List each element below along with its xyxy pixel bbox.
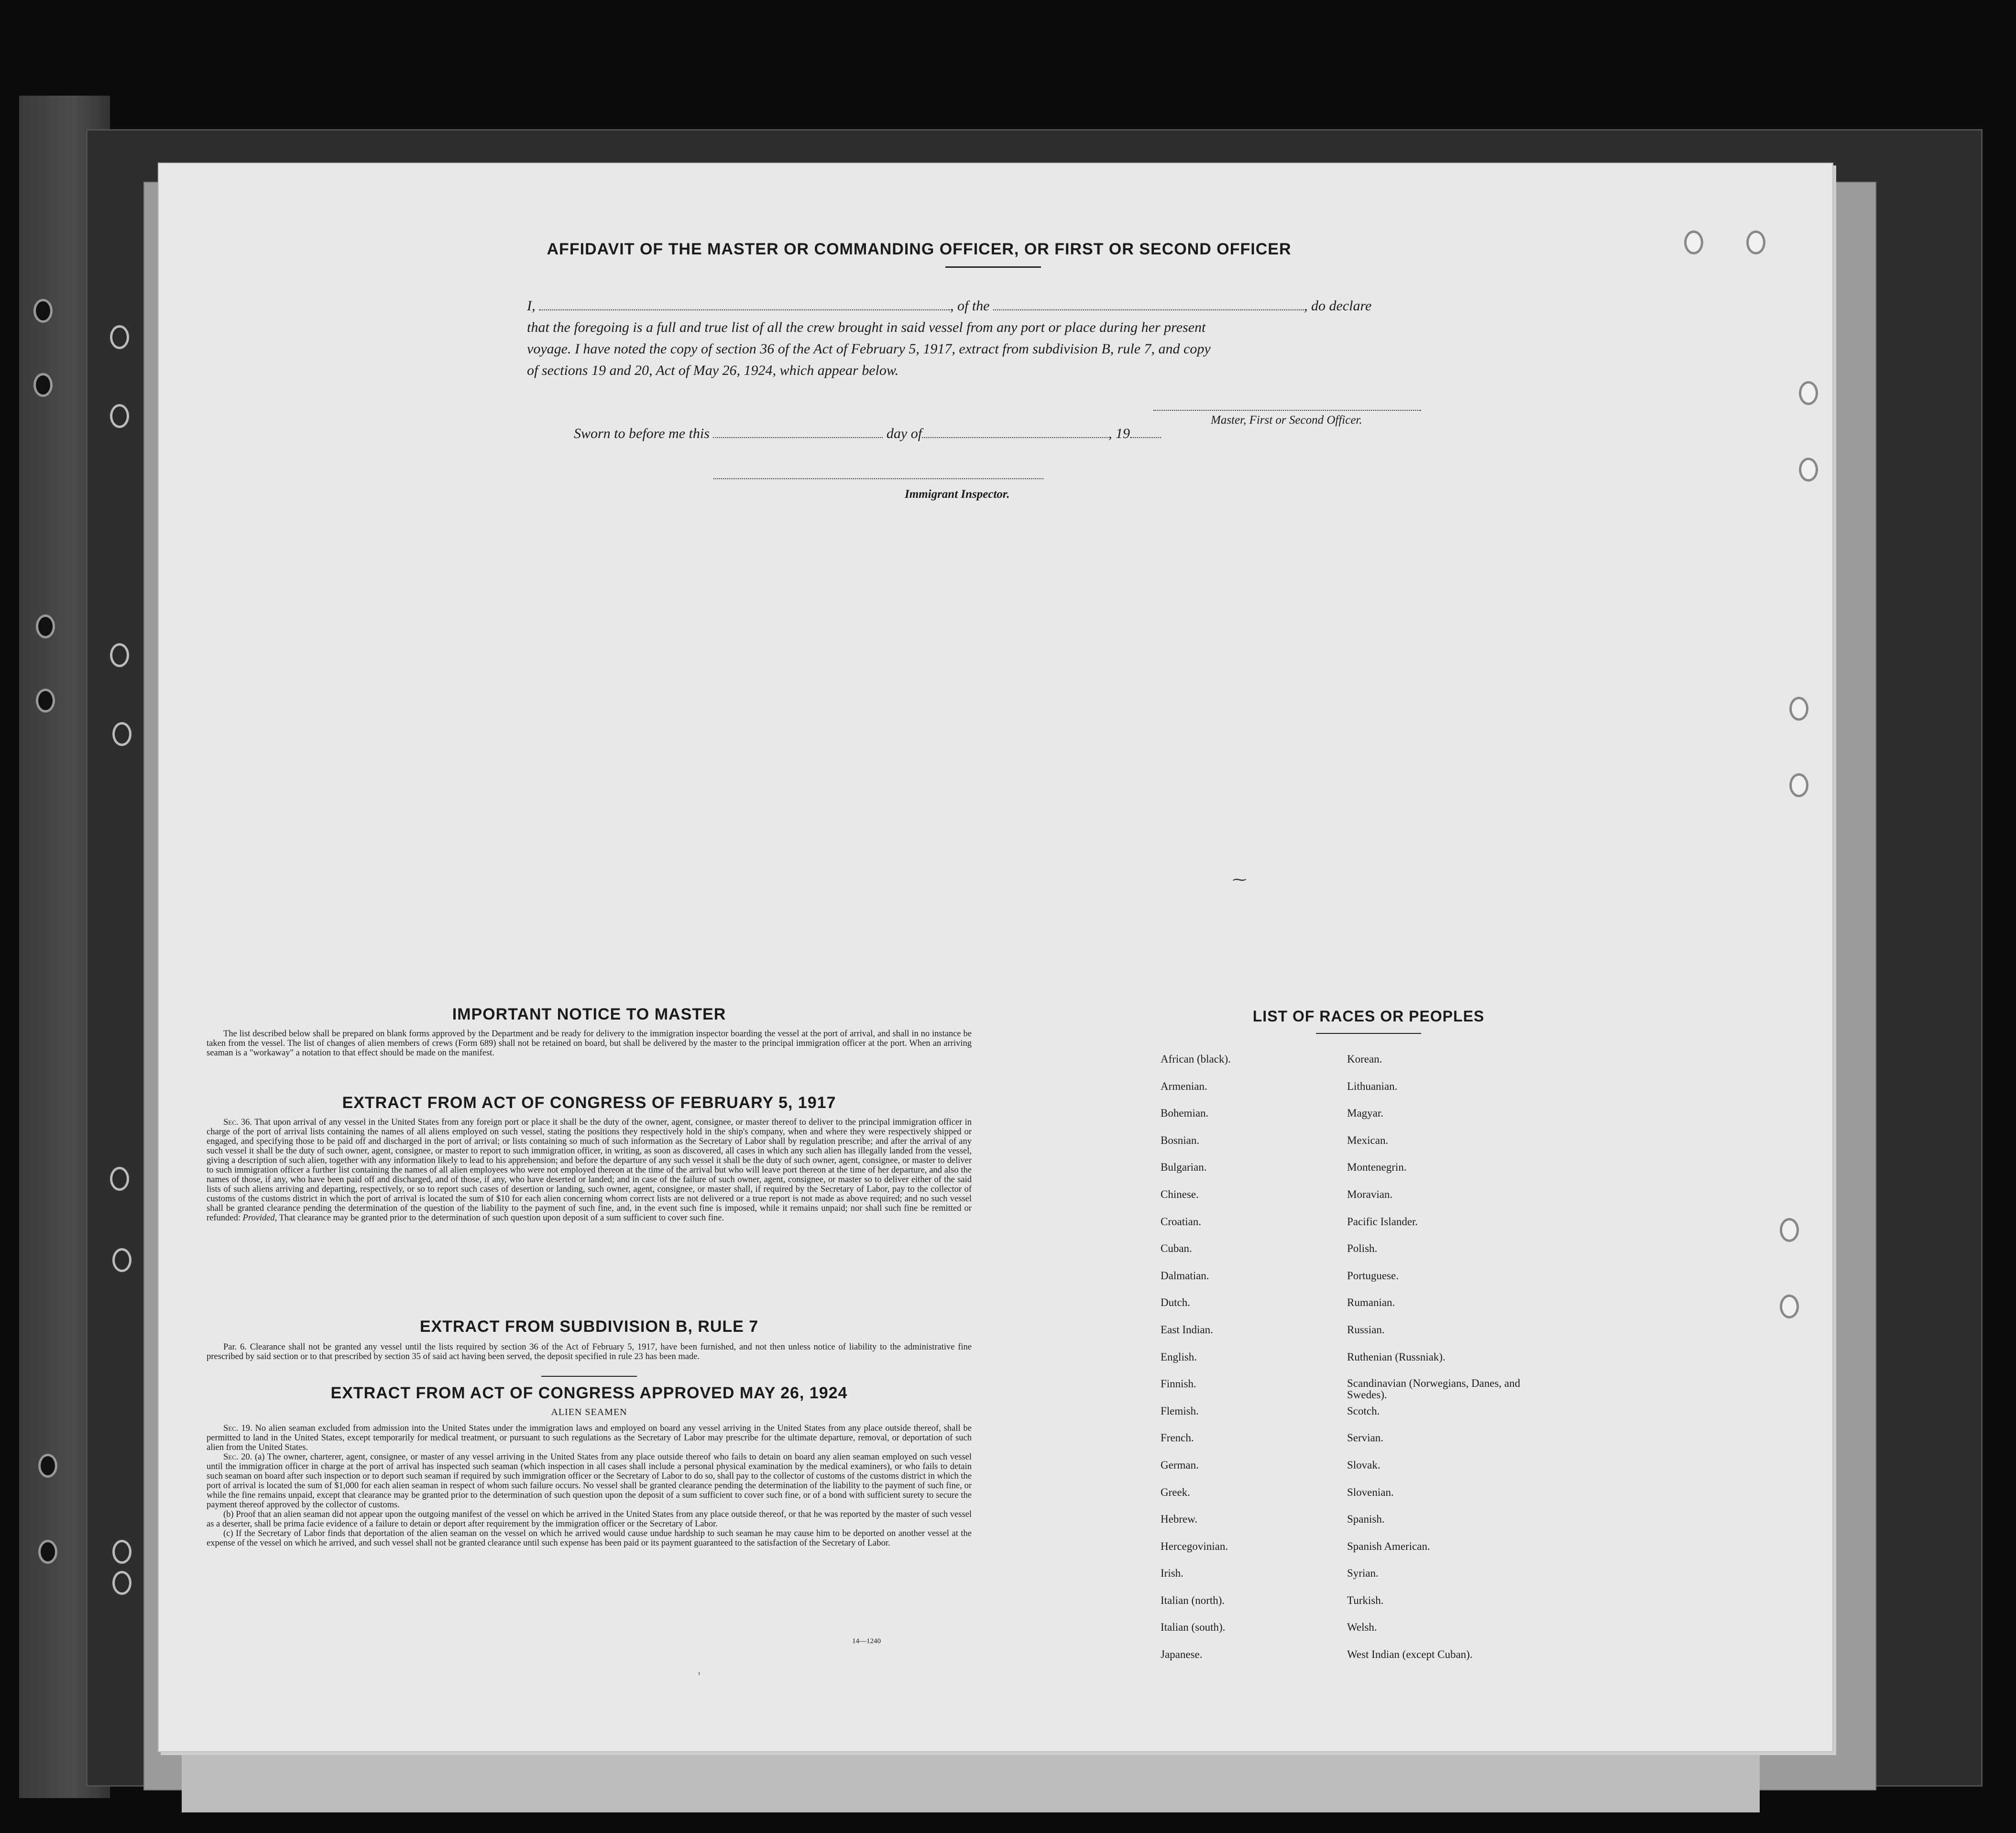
section-19-body: No alien seaman excluded from admission into the United States under the immigration laws and employed on board any vessel arriving in the United States from any place outside thereof, shall be permitted to land in the United States, except temporarily for medical treatment, or pursuant to such regulations as the Secretary of Labor may prescribe for the ultimate departure, removal, or deportation of such alien from the United States. xyxy=(207,1424,972,1452)
rule-7-paragraph: Par. 6. Clearance shall not be granted any vessel until the lists required by section 36 of the Act of February 5, 1917, have been furnished, and not then unless notice of liability to the administrative fine prescribed by said section or to that prescribed by section 35 of said act having been served, the deposit specified in rule 23 has been made. xyxy=(207,1342,972,1361)
race-item: Bohemian. xyxy=(1161,1107,1209,1120)
race-item: Slovak. xyxy=(1347,1459,1381,1471)
race-item: Ruthenian (Russniak). xyxy=(1347,1350,1446,1363)
race-item: Polish. xyxy=(1347,1242,1378,1255)
name-blank[interactable] xyxy=(539,300,950,310)
race-item: Scotch. xyxy=(1347,1405,1380,1417)
race-item: Finnish. xyxy=(1161,1378,1196,1390)
race-item: English. xyxy=(1161,1350,1197,1363)
binder-hole xyxy=(112,1540,131,1564)
affidavit-of-the: , of the xyxy=(950,298,990,314)
day-of-text: day of xyxy=(886,426,922,441)
race-item: Servian. xyxy=(1347,1432,1384,1444)
extract-rule-7-title: EXTRACT FROM SUBDIVISION B, RULE 7 xyxy=(419,1317,759,1336)
sworn-month-blank[interactable] xyxy=(922,428,1108,438)
race-item: French. xyxy=(1161,1432,1194,1444)
master-signature-line[interactable] xyxy=(1153,410,1421,411)
race-item: West Indian (except Cuban). xyxy=(1347,1648,1473,1661)
race-item: Bulgarian. xyxy=(1161,1161,1207,1174)
binder-hole xyxy=(1780,1295,1799,1318)
races-column-1 xyxy=(1161,1053,1231,1676)
race-item: Montenegrin. xyxy=(1347,1161,1407,1174)
binder-hole xyxy=(110,1167,129,1191)
affidavit-declare: , do declare xyxy=(1304,298,1372,314)
provided-term: Provided, xyxy=(242,1213,277,1223)
binder-hole xyxy=(112,1248,131,1272)
race-item: Hercegovinian. xyxy=(1161,1540,1228,1552)
binder-hole xyxy=(38,1454,57,1478)
section-20b-body: (b) Proof that an alien seaman did not appear upon the outgoing manifest of the vessel on which he arrived in the United States from any place outside thereof, or that he was reported by the master of such vessel as a deserter, shall be prima facie evidence of a failure to detain or deport after requirement by the immigration officer or the Secretary of Labor. xyxy=(207,1510,972,1529)
race-item: Japanese. xyxy=(1161,1648,1203,1661)
race-item: Russian. xyxy=(1347,1323,1385,1336)
race-item: Syrian. xyxy=(1347,1567,1379,1580)
binder-hole xyxy=(1780,1218,1799,1242)
race-item: Bosnian. xyxy=(1161,1134,1200,1146)
extract-1917-text xyxy=(207,1118,972,1223)
race-item: Welsh. xyxy=(1347,1621,1377,1634)
binder-hole xyxy=(1799,381,1818,405)
binder-hole xyxy=(110,643,129,667)
binder-hole xyxy=(112,1571,131,1595)
section-divider xyxy=(541,1376,637,1377)
notice-text xyxy=(207,1029,972,1058)
race-item: Korean. xyxy=(1347,1053,1382,1065)
race-item: Italian (south). xyxy=(1161,1621,1226,1634)
year-prefix: , 19 xyxy=(1108,426,1130,441)
binder-hole xyxy=(38,1540,57,1564)
extract-1924-text xyxy=(207,1424,972,1548)
section-20a-body: (a) The owner, charterer, agent, consignee, or master of any vessel arriving in the United States from any place outside thereof who fails to detain on board any alien seaman employed on such vessel until the immigration officer in charge at the port of arrival has inspected such seaman (which inspection in all cases shall include a personal physical examination by the medical examiners), or who fails to detain such seaman on board after such inspection or to deport such seaman if required by such immigration officer or the Secretary of Labor to do so, shall pay to the collector of customs of the customs district in which the port of arrival is located the sum of $1,000 for each alien seaman in respect of whom such failure occurs. No vessel shall be granted clearance pending the determination of the liability to the payment of such fine, or while the fine remains unpaid, except that clearance may be granted prior to the determination of such question upon the deposit of a sum sufficient to cover such fine, or of a bond with sufficient surety to secure the payment thereof approved by the collector of customs. xyxy=(207,1452,972,1510)
race-item: Moravian. xyxy=(1347,1188,1393,1200)
races-title-rule xyxy=(1316,1033,1421,1034)
binder-hole xyxy=(110,325,129,349)
notice-title: IMPORTANT NOTICE TO MASTER xyxy=(452,1005,726,1023)
races-title: LIST OF RACES OR PEOPLES xyxy=(1252,1008,1485,1025)
race-item: Italian (north). xyxy=(1161,1594,1225,1606)
extract-rule-7-text xyxy=(207,1342,972,1361)
affidavit-i: I, xyxy=(527,298,536,314)
sworn-statement xyxy=(574,426,1161,442)
race-item: Lithuanian. xyxy=(1347,1080,1398,1092)
affidavit-line-4: of sections 19 and 20, Act of May 26, 1924, which appear below. xyxy=(527,362,899,378)
binder-hole xyxy=(33,373,53,397)
sworn-year-blank[interactable] xyxy=(1130,428,1161,438)
vessel-blank[interactable] xyxy=(993,300,1304,310)
extract-1924-title: EXTRACT FROM ACT OF CONGRESS APPROVED MAY 26, 1924 xyxy=(330,1384,848,1402)
affidavit-line-2: that the foregoing is a full and true list of all the crew brought in said vessel from any port or place during her present xyxy=(527,319,1206,335)
affidavit-line-1 xyxy=(527,295,1627,317)
crew-list-form-page xyxy=(158,163,1833,1752)
race-item: Flemish. xyxy=(1161,1405,1199,1417)
race-item: Croatian. xyxy=(1161,1215,1201,1228)
race-item: Hebrew. xyxy=(1161,1513,1198,1526)
race-item: Greek. xyxy=(1161,1486,1190,1498)
race-item: Slovenian. xyxy=(1347,1486,1394,1498)
affidavit-statement xyxy=(527,295,1627,381)
race-item: Scandinavian (Norwegians, Danes, and Swedes). xyxy=(1347,1377,1521,1401)
race-item: Armenian. xyxy=(1161,1080,1207,1092)
extract-1917-title: EXTRACT FROM ACT OF CONGRESS OF FEBRUARY 5, 1917 xyxy=(342,1094,836,1112)
race-item: Cuban. xyxy=(1161,1242,1192,1255)
race-item: Portuguese. xyxy=(1347,1269,1399,1282)
inspector-signature-label: Immigrant Inspector. xyxy=(905,488,1010,501)
binder-hole xyxy=(1684,230,1703,254)
stray-pen-mark: ⁓ xyxy=(1232,872,1247,888)
alien-seamen-subtitle: ALIEN SEAMEN xyxy=(551,1407,627,1417)
binder-hole xyxy=(112,722,131,746)
race-item: Spanish American. xyxy=(1347,1540,1430,1552)
race-item: German. xyxy=(1161,1459,1199,1471)
binder-hole xyxy=(1789,773,1808,797)
race-item: Turkish. xyxy=(1347,1594,1384,1606)
race-item: East Indian. xyxy=(1161,1323,1213,1336)
section-19-label: Sec. 19. xyxy=(223,1424,252,1433)
section-36-label: Sec. 36. xyxy=(223,1118,252,1127)
stray-pen-mark: ʾ xyxy=(697,1670,701,1686)
inspector-signature-line[interactable] xyxy=(713,478,1043,479)
binder-hole xyxy=(110,404,129,428)
notice-paragraph: The list described below shall be prepared on blank forms approved by the Department and be ready for delivery to the immigration inspector boarding the vessel at the port of arrival, and shall in no instance be taken from the vessel. The list of changes of alien members of crews (Form 689) shall not be retained on board, but shall be delivered by the master to the principal immigration officer at the port. When an arriving seaman is a "workaway" a notation to that effect should be made on the manifest. xyxy=(207,1029,972,1058)
races-column-2 xyxy=(1347,1053,1548,1676)
binder-hole xyxy=(1799,458,1818,482)
binder-hole xyxy=(33,299,53,323)
binder-hole xyxy=(1789,697,1808,721)
title-rule xyxy=(945,266,1041,268)
affidavit-title: AFFIDAVIT OF THE MASTER OR COMMANDING OFFICER, OR FIRST OR SECOND OFFICER xyxy=(547,240,1292,258)
section-36-body: That upon arrival of any vessel in the United States from any foreign port or place it shall be the duty of the owner, agent, consignee, or master thereof to deliver to the principal immigration officer in charge of the port of arrival lists containing the names of all aliens employed on such vessel, stating the positions they respectively hold in the ship's company, when and where they were respectively shipped or engaged, and specifying those to be paid off and discharged in the port of arrival; or lists containing so much of such information as the Secretary of Labor shall by regulation prescribe; and after the arrival of any such vessel it shall be the duty of such owner, agent, consignee, or master to report to such immigration officer, in writing, as soon as discovered, all cases in which any such alien has illegally landed from the vessel, giving a description of such alien, together with any information likely to lead to his apprehension; and before the departure of any such vessel it shall be the duty of such owner, agent, consignee, or master to deliver to such immigration officer a further list containing the names of all alien employees who were not employed thereon at the time of the arrival but who will leave port thereon at the time of her departure, and also the names of those, if any, who have been paid off and discharged, and of those, if any, who have deserted or landed; and in case of the failure of such owner, agent, consignee, or master so to deliver either of the said lists of such aliens arriving and departing, respectively, or so to report such cases of desertion or landing, such owner, agent, consignee, or master shall, if required by the Secretary of Labor, pay to the collector of customs of the customs district in which the port of arrival is located the sum of $10 for each alien concerning whom correct lists are not delivered or a true report is not made as above required; and no such vessel shall be granted clearance pending the determination of the question of the liability to the payment of such fine, and, in the event such fine is imposed, while it remains unpaid; nor shall such fine be remitted or refunded: xyxy=(207,1118,972,1223)
race-item: African (black). xyxy=(1161,1053,1231,1065)
binder-hole xyxy=(1746,230,1765,254)
race-item: Spanish. xyxy=(1347,1513,1385,1526)
race-item: Rumanian. xyxy=(1347,1296,1395,1309)
race-item: Magyar. xyxy=(1347,1107,1384,1120)
binder-hole xyxy=(36,689,55,713)
section-20c-body: (c) If the Secretary of Labor finds that deportation of the alien seaman on the vessel on which he arrived would cause undue hardship to such seaman he may cause him to be deported on another vessel at the expense of the vessel on which he arrived, and such vessel shall not be granted clearance until such expense has been paid or its payment guaranteed to the satisfaction of the Secretary of Labor. xyxy=(207,1529,972,1548)
section-20-label: Sec. 20. xyxy=(223,1452,252,1462)
race-item: Dutch. xyxy=(1161,1296,1190,1309)
sworn-day-blank[interactable] xyxy=(713,428,883,438)
race-item: Dalmatian. xyxy=(1161,1269,1209,1282)
master-signature-label: Master, First or Second Officer. xyxy=(1211,414,1362,427)
section-36-end: That clearance may be granted prior to the determination of such question upon deposit of a sum sufficient to cover such fine. xyxy=(279,1213,724,1223)
race-item: Chinese. xyxy=(1161,1188,1199,1200)
race-item: Irish. xyxy=(1161,1567,1183,1580)
sworn-text: Sworn to before me this xyxy=(574,426,710,441)
binder-hole xyxy=(36,615,55,638)
race-item: Mexican. xyxy=(1347,1134,1389,1146)
race-item: Pacific Islander. xyxy=(1347,1215,1418,1228)
affidavit-line-3: voyage. I have noted the copy of section 36 of the Act of February 5, 1917, extract from subdivision B, rule 7, and copy xyxy=(527,341,1211,357)
form-number: 14—1240 xyxy=(852,1637,881,1645)
